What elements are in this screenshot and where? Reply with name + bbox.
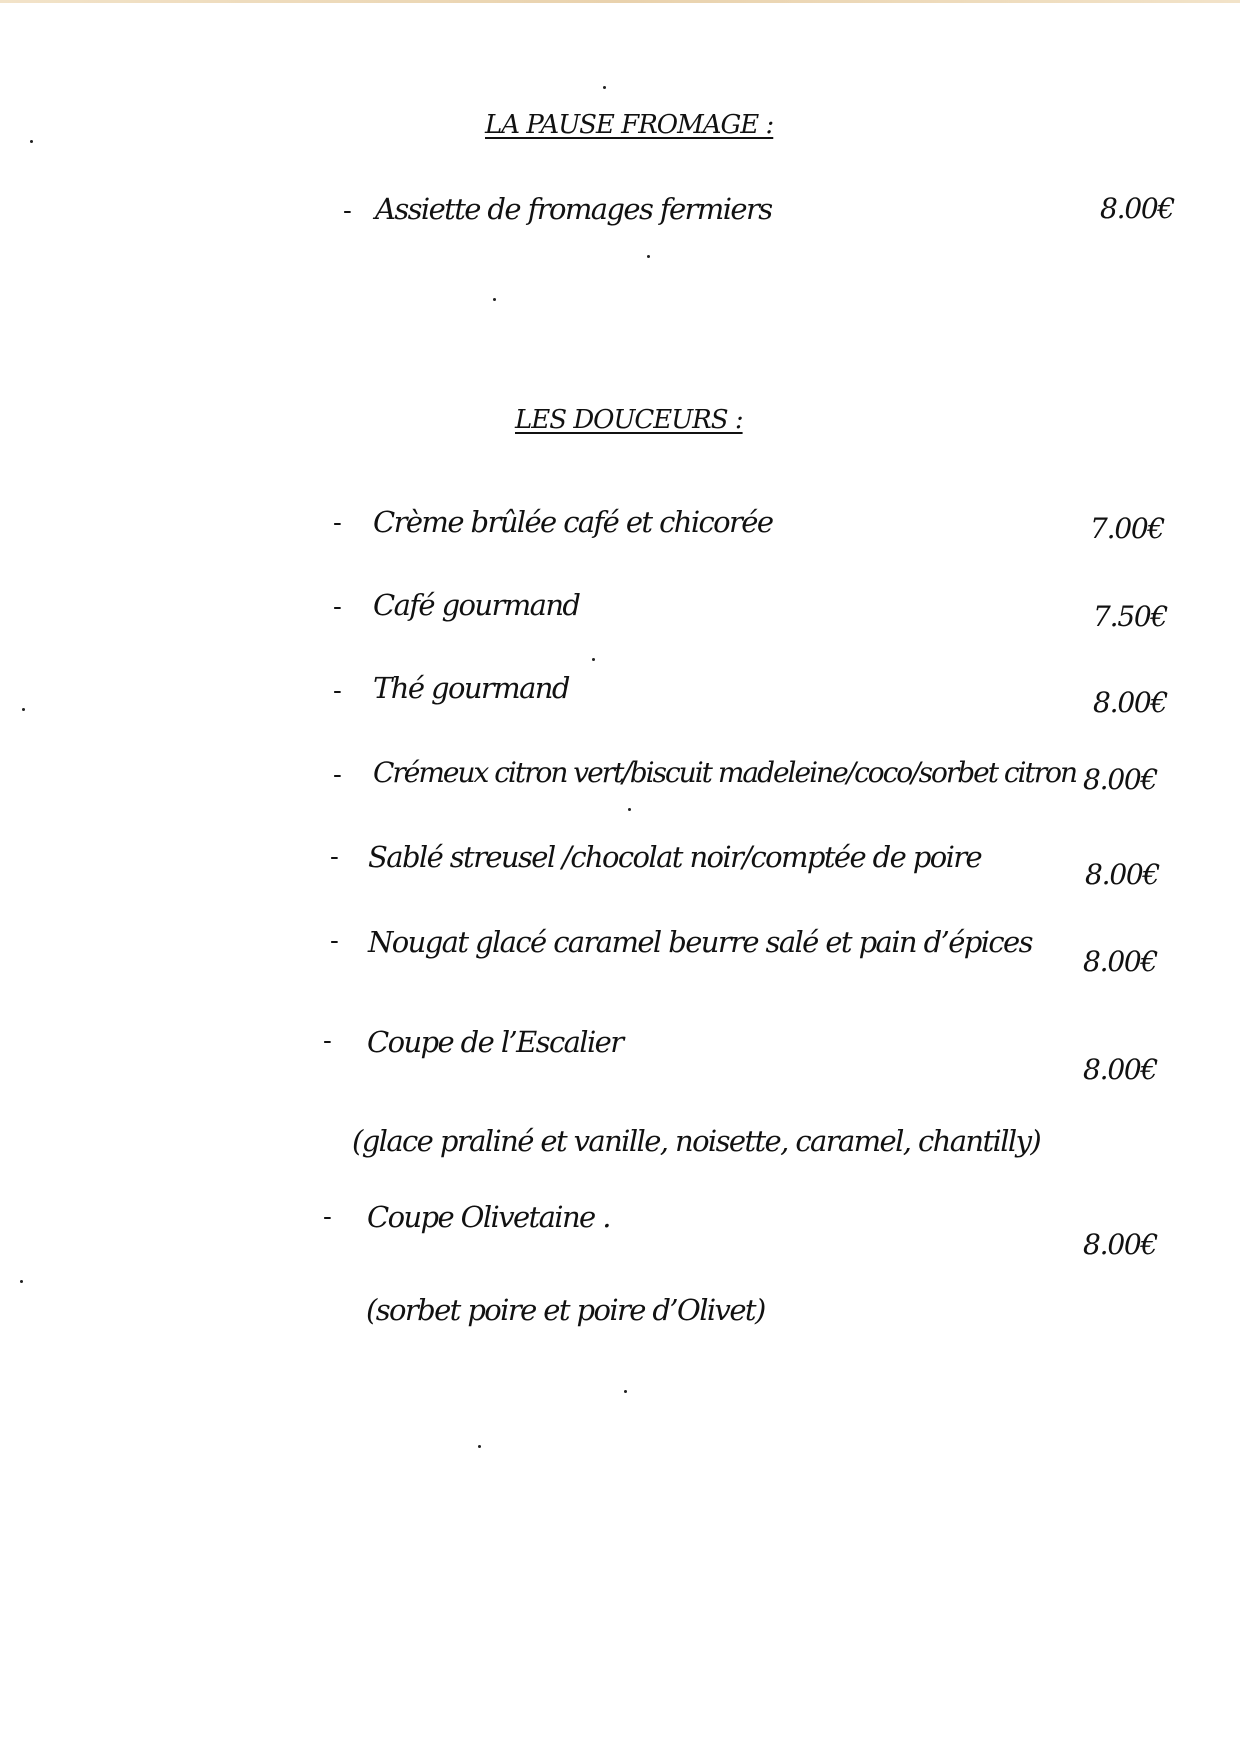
menu-item-name: Crémeux citron vert/biscuit madeleine/coco/sorbet citron — [373, 756, 1077, 789]
scan-speck — [22, 708, 25, 711]
scan-speck — [20, 1280, 23, 1283]
menu-item-note: (sorbet poire et poire d’Olivet) — [366, 1293, 765, 1327]
scan-speck — [493, 298, 496, 301]
menu-item-price: 8.00€ — [1083, 1053, 1158, 1086]
item-dash: - — [333, 760, 342, 790]
menu-item-price: 7.50€ — [1093, 600, 1168, 633]
scan-speck — [592, 658, 595, 661]
item-dash: - — [333, 676, 342, 706]
scan-speck — [624, 1390, 627, 1393]
menu-item-price: 8.00€ — [1085, 858, 1160, 891]
menu-item-price: 8.00€ — [1083, 1228, 1158, 1261]
menu-item-price: 7.00€ — [1090, 512, 1165, 545]
menu-item-price: 8.00€ — [1093, 686, 1168, 719]
menu-item-name: Sablé streusel /chocolat noir/comptée de poire — [368, 840, 982, 874]
menu-item-name: Thé gourmand — [373, 671, 569, 705]
menu-item-price: 8.00€ — [1083, 763, 1158, 796]
menu-item-name: Crème brûlée café et chicorée — [373, 505, 773, 539]
item-dash: - — [323, 1202, 332, 1232]
item-dash: - — [330, 842, 339, 872]
scan-speck — [478, 1445, 481, 1448]
item-dash: - — [333, 592, 342, 622]
menu-item-name: Café gourmand — [373, 588, 580, 622]
paper-top-edge — [0, 0, 1240, 3]
scan-speck — [30, 140, 33, 143]
menu-item-name: Nougat glacé caramel beurre salé et pain d’épices — [368, 925, 1032, 959]
menu-item-price: 8.00€ — [1100, 192, 1175, 225]
scan-speck — [647, 255, 650, 258]
menu-item-name: Coupe Olivetaine . — [367, 1200, 610, 1234]
item-dash: - — [323, 1026, 332, 1056]
item-dash: - — [333, 508, 342, 538]
menu-item-note: (glace praliné et vanille, noisette, caramel, chantilly) — [352, 1124, 1041, 1158]
section-heading-douceurs: LES DOUCEURS : — [515, 405, 743, 435]
item-dash: - — [330, 926, 339, 956]
scan-speck — [603, 86, 606, 89]
scan-speck — [628, 808, 631, 811]
menu-item-price: 8.00€ — [1083, 945, 1158, 978]
menu-item-name: Coupe de l’Escalier — [367, 1025, 623, 1059]
section-heading-fromage: LA PAUSE FROMAGE : — [485, 110, 774, 140]
item-dash: - — [343, 196, 352, 226]
menu-item-name: Assiette de fromages fermiers — [375, 192, 772, 226]
